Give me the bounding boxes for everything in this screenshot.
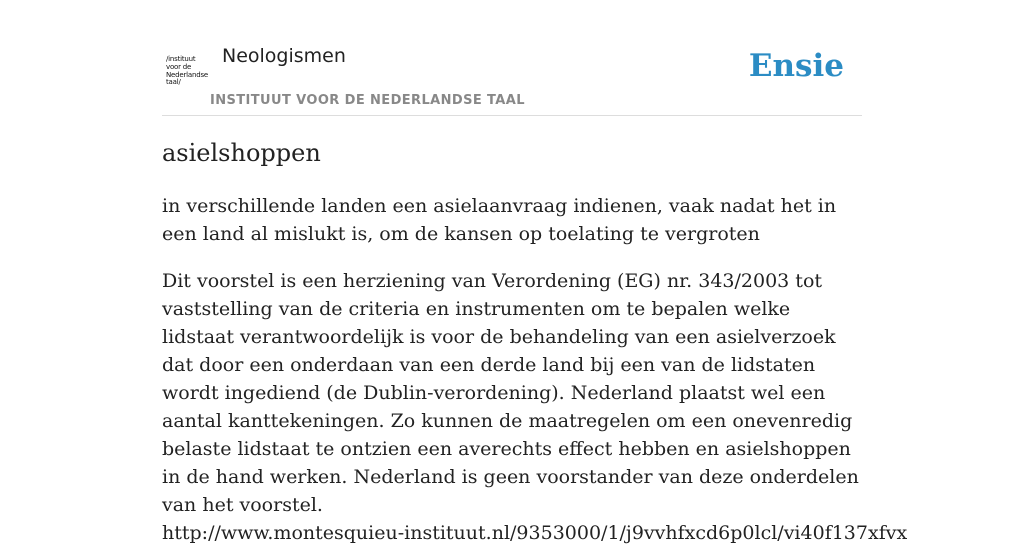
- page: [162, 0, 908, 544]
- example-text: Dit voorstel is een herziening van Verordening (EG) nr. 343/2003 tot vaststelling van de criteria en instrumenten om te bepalen welke lidstaat verantwoordelijk is voor de behandeling van een asielverzoek dat door een onderdaan van een derde land bij een van de lidstaten wordt ingediend (de Dublin-verordening). Nederland plaatst wel een aantal kanttekeningen. Zo kunnen de maatregelen om een onevenredig belaste lidstaat te ontzien een averechts effect hebben en asielshoppen in de hand werken. Nederland is geen voorstander van deze onderdelen van het voorstel.: [162, 270, 859, 516]
- entry-term: asielshoppen: [162, 139, 321, 167]
- header-divider: [162, 115, 862, 116]
- source-link[interactable]: http://www.montesquieu-instituut.nl/9353000/1/j9vvhfxcd6p0lcl/vi40f137xfvx: [162, 522, 908, 544]
- ensie-logo[interactable]: Ensie: [748, 48, 844, 84]
- entry-definition: in verschillende landen een asielaanvraag indienen, vaak nadat het in een land al mislukt is, om de kansen op toelating te vergroten: [162, 195, 837, 245]
- org-name: INSTITUUT VOOR DE NEDERLANDSE TAAL: [210, 93, 525, 108]
- ivdnt-logo[interactable]: /instituut voor de Nederlandse taal/: [166, 55, 209, 87]
- entry-example: [162, 267, 908, 547]
- site-name[interactable]: Neologismen: [222, 45, 346, 67]
